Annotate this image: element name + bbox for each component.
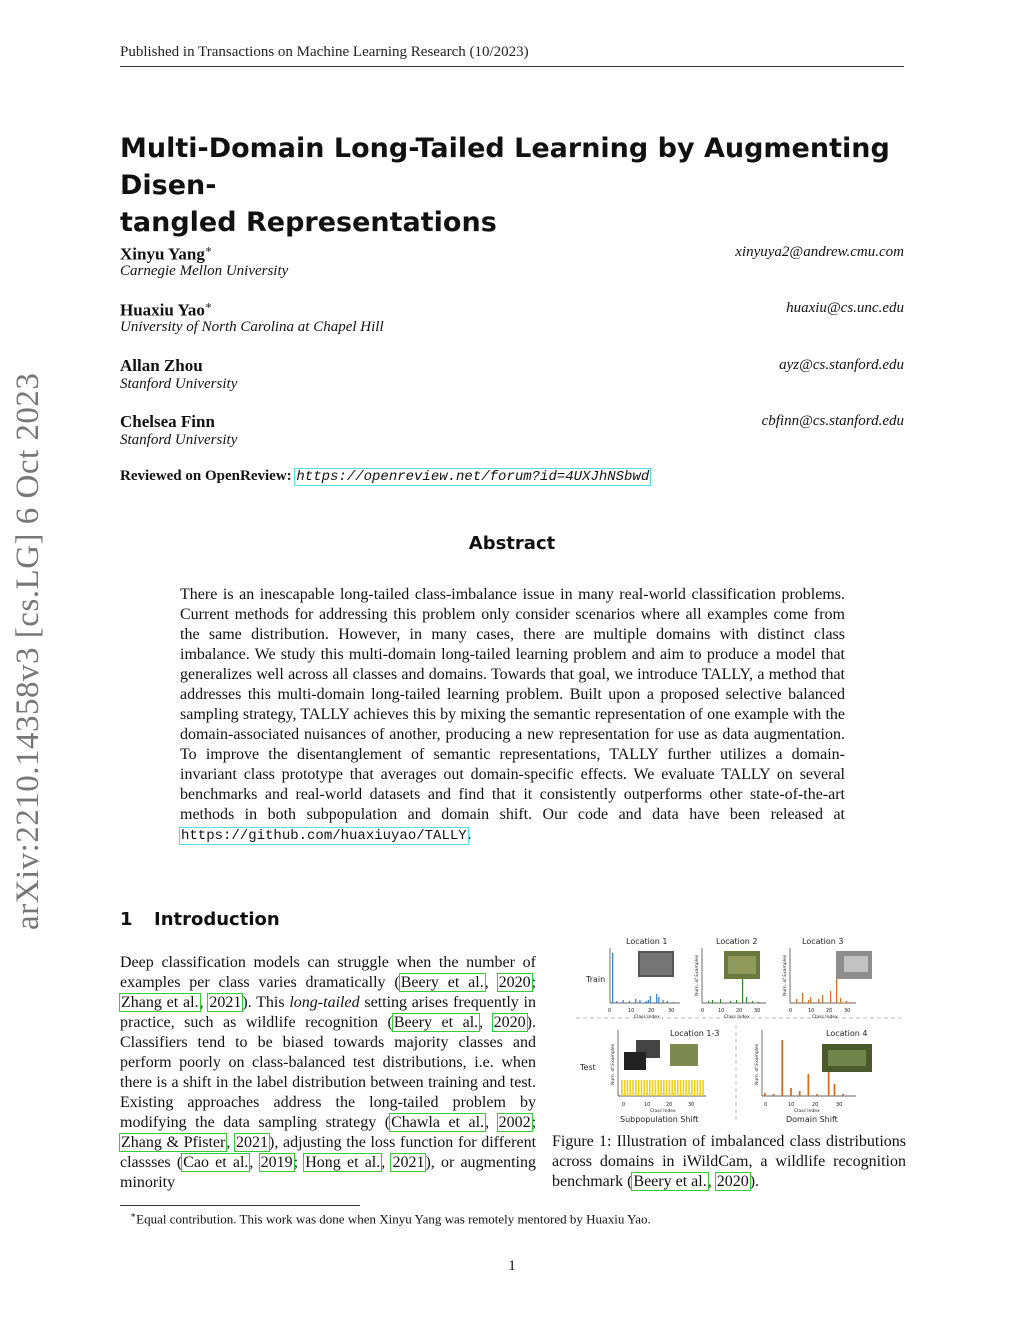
histogram-bar (663, 1080, 665, 1096)
review-label: Reviewed on OpenReview: (120, 468, 292, 484)
loc1-tick-20: 20 (648, 1008, 655, 1014)
histogram-bar (810, 997, 811, 1003)
page-number: 1 (508, 1258, 516, 1274)
histogram-bar (629, 1080, 631, 1096)
citation-link[interactable]: 2020 (498, 974, 531, 991)
histogram-bar (623, 1000, 624, 1003)
histogram-bar (752, 1001, 753, 1003)
train-label: Train (586, 975, 606, 984)
loc13-image-2 (624, 1052, 646, 1070)
histogram-bar (641, 1080, 643, 1096)
histogram-bar (781, 1040, 783, 1096)
loc4-tick-30: 30 (836, 1102, 843, 1108)
citation-link[interactable]: Beery et al. (400, 974, 484, 991)
histogram-bar (646, 1080, 648, 1096)
histogram-bar (842, 1094, 844, 1096)
histogram-bar (808, 1000, 809, 1003)
histogram-bar (691, 1080, 693, 1096)
histogram-bar (816, 1094, 818, 1096)
histogram-bar (612, 953, 613, 1003)
loc1-tick-10: 10 (628, 1008, 635, 1014)
subpop-label: Subpopulation Shift (620, 1115, 699, 1124)
loc4-tick-10: 10 (788, 1102, 795, 1108)
loc2-tick-20: 20 (736, 1008, 743, 1014)
histogram-bar (840, 998, 841, 1003)
histogram-bar (671, 1080, 673, 1096)
histogram-bar (674, 1080, 676, 1096)
author-affiliation: Stanford University (120, 376, 238, 392)
histogram-bar (758, 1002, 759, 1003)
author-affiliation: Carnegie Mellon University (120, 263, 289, 279)
histogram-bar (720, 999, 721, 1003)
histogram-bar (648, 1000, 649, 1003)
loc13-tick-20: 20 (666, 1102, 673, 1108)
loc13-image-3 (670, 1044, 698, 1066)
histogram-bar (736, 1000, 737, 1003)
section-heading (120, 909, 280, 930)
citation-link[interactable]: 2020 (493, 1014, 526, 1031)
histogram-bar (627, 1080, 629, 1096)
histogram-bar (646, 1001, 647, 1003)
author-affiliation: Stanford University (120, 432, 238, 448)
histogram-bar (638, 1080, 640, 1096)
abstract-heading: Abstract (468, 533, 556, 554)
histogram-bar (802, 993, 803, 1003)
histogram-bar (635, 1080, 637, 1096)
histogram-bar (673, 1002, 674, 1003)
citation-link[interactable]: Zhang et al. (121, 994, 199, 1011)
loc3-tick-30: 30 (844, 1008, 851, 1014)
citation-link[interactable]: Beery et al. (393, 1014, 479, 1031)
loc13-title: Location 1-3 (670, 1029, 720, 1038)
loc13-xlabel: Class Index (650, 1109, 676, 1114)
histogram-bar (746, 997, 747, 1003)
histogram-bar (655, 1080, 657, 1096)
figure-1 (566, 930, 906, 1130)
citation-link[interactable]: 2021 (236, 1134, 269, 1151)
loc1-tick-30: 30 (668, 1008, 675, 1014)
author-block-1 (120, 243, 904, 283)
citation-link[interactable]: Chawla et al. (391, 1114, 485, 1131)
loc2-tick-0: 0 (701, 1008, 705, 1014)
histogram-bar (649, 1080, 651, 1096)
histogram-bar (808, 1074, 810, 1096)
arxiv-stamp: arXiv:2210.14358v3 [cs.LG] 6 Oct 2023 (10, 372, 46, 930)
loc1-tick-0: 0 (608, 1008, 612, 1014)
histogram-bar (629, 1001, 630, 1003)
histogram-bar (702, 1080, 704, 1096)
histogram-bar (685, 1080, 687, 1096)
histogram-bar (818, 999, 819, 1003)
histogram-bar (830, 991, 831, 1003)
histogram-bar (742, 977, 743, 1003)
author-email[interactable]: huaxiu@cs.unc.edu (786, 300, 904, 316)
histogram-bar (624, 1080, 626, 1096)
histogram-bar (616, 1001, 617, 1003)
author-block-4 (120, 412, 904, 452)
abstract-body (180, 585, 845, 846)
histogram-bar (658, 997, 659, 1003)
loc1-camera-texture (640, 953, 672, 975)
histogram-bar (639, 1000, 640, 1003)
author-name: Xinyu Yang∗ (120, 244, 213, 264)
histogram-bar (666, 1080, 668, 1096)
loc4-tick-20: 20 (812, 1102, 819, 1108)
histogram-bar (677, 1080, 679, 1096)
abstract-text: There is an inescapable long-tailed class-imbalance issue in many real-world classification problems. Current methods for addressing this problem only consider scenarios where all examples come from the same distribution. However, in many cases, there are multiple domains with distinct class imbalance. We study this multi-domain long-tailed learning problem and aim to produce a model that generalizes well across all classes and domains. Towards that goal, we introduce TALLY, a method that addresses this multi-domain long-tailed learning problem. Built upon a proposed selective balanced sampling strategy, TALLY achieves this by mixing the semantic representation of one example with the domain-associated nuisances of another, producing a new representation for use as data augmentation. To improve the disentanglement of semantic representations, TALLY further utilizes a domain-invariant class prototype that averages out domain-specific effects. We evaluate TALLY on several benchmarks and real-world datasets and find that it consistently outperforms other state-of-the-art methods in both subpopulation and domain shift. Our code and data have been released at (180, 586, 845, 823)
citation-link[interactable]: Zhang & Pfister (121, 1134, 226, 1151)
footnote (130, 1210, 651, 1227)
citation-link[interactable]: 2019 (260, 1154, 293, 1171)
footnote-mark: ∗ (130, 1210, 137, 1220)
loc2-camera-texture (728, 956, 756, 974)
histogram-bar (799, 1091, 801, 1096)
openreview-link[interactable]: https://openreview.net/forum?id=4UXJhNSbwd (296, 469, 650, 485)
loc3-ylabel: Num. of Examples (783, 954, 788, 996)
loc13-ylabel: Num. of Examples (611, 1043, 616, 1085)
citation-link[interactable]: Cao et al. (183, 1154, 249, 1171)
citation-link[interactable]: 2021 (392, 1154, 425, 1171)
loc4-xlabel: Class Index (794, 1109, 820, 1114)
histogram-bar (694, 1080, 696, 1096)
section-title: Introduction (154, 909, 280, 930)
loc13-tick-0: 0 (622, 1102, 626, 1108)
title-line-2: tangled Representations (120, 207, 497, 238)
histogram-bar (635, 999, 636, 1003)
histogram-bar (850, 1002, 851, 1003)
loc1-xlabel: Class Index (634, 1015, 660, 1020)
title-line-1: Multi-Domain Long-Tailed Learning by Augmenting Disen- (120, 133, 890, 201)
histogram-bar (660, 1080, 662, 1096)
histogram-bar (621, 1080, 623, 1096)
histogram-bar (697, 1080, 699, 1096)
domain-label: Domain Shift (786, 1115, 838, 1124)
author-block-2 (120, 299, 904, 339)
loc3-camera-texture (844, 956, 868, 972)
loc13-bars (621, 1080, 704, 1096)
figure-caption: Figure 1: Illustration of imbalanced class distributions across domains in iWildCam, a wildlife recognition benchmark (Beery et al., 2020). (552, 1133, 906, 1190)
loc2-tick-10: 10 (718, 1008, 725, 1014)
loc3-title: Location 3 (802, 937, 844, 946)
citation-link[interactable]: 2002 (498, 1114, 531, 1131)
review-line (120, 468, 650, 485)
author-email[interactable]: ayz@cs.stanford.edu (779, 357, 904, 373)
loc1-title: Location 1 (626, 937, 668, 946)
histogram-bar (650, 996, 651, 1003)
loc2-xlabel: Class Index (724, 1015, 750, 1020)
author-name: Chelsea Finn (120, 412, 215, 431)
histogram-bar (657, 1080, 659, 1096)
header-rule (120, 66, 904, 67)
histogram-bar (822, 995, 823, 1003)
footnote-rule (120, 1205, 360, 1206)
loc13-tick-10: 10 (644, 1102, 651, 1108)
journal-header: Published in Transactions on Machine Learning Research (10/2023) (120, 44, 529, 60)
footnote-text: Equal contribution. This work was done when Xinyu Yang was remotely mentored by Huaxiu Yao. (136, 1211, 651, 1227)
histogram-bar (652, 1080, 654, 1096)
author-block-3 (120, 356, 904, 396)
histogram-bar (764, 1093, 766, 1096)
test-label: Test (580, 1063, 596, 1072)
histogram-bar (796, 999, 797, 1003)
author-affiliation: University of North Carolina at Chapel Hill (120, 319, 384, 335)
citation-link[interactable]: 2020 (716, 1173, 749, 1190)
code-link[interactable]: https://github.com/huaxiuyao/TALLY (181, 828, 467, 844)
loc3-tick-0: 0 (789, 1008, 793, 1014)
loc2-bars (708, 977, 759, 1003)
loc4-camera-texture (828, 1050, 866, 1066)
abstract-end: . (467, 826, 472, 843)
histogram-bar (643, 1080, 645, 1096)
histogram-bar (662, 1000, 663, 1003)
loc4-ylabel: Num. of Examples (755, 1043, 760, 1085)
histogram-bar (680, 1080, 682, 1096)
histogram-bar (632, 1080, 634, 1096)
section-number: 1 (120, 909, 133, 930)
histogram-bar (656, 994, 657, 1003)
paper-title (120, 130, 920, 241)
author-email[interactable]: xinyuya2@andrew.cmu.com (735, 244, 904, 260)
citation-link[interactable]: Hong et al. (305, 1154, 381, 1171)
histogram-bar (699, 1080, 701, 1096)
intro-paragraph: Deep classification models can struggle when the number of examples per class varies dramatically (Beery et al., 2020; Zhang et al., 2021). This long-tailed setting arises frequently in practice, such as wildlife recognition (Beery et al., 2020). Classifiers tend to be biased towards majority classes and perform poorly on class-balanced test distributions, i.e. when there is a shift in the label distribution between training and test. Existing approaches address the long-tailed problem by modifying the data sampling strategy (Chawla et al., 2002; Zhang & Pfister, 2021), adjusting the loss function for different classses (Cao et al., 2019; Hong et al., 2021), or augmenting minority (120, 954, 537, 1191)
histogram-bar (669, 1080, 671, 1096)
loc3-xlabel: Class Index (812, 1015, 838, 1020)
loc4-title: Location 4 (826, 1029, 868, 1038)
histogram-bar (790, 1088, 792, 1096)
citation-link[interactable]: Beery et al. (633, 1173, 707, 1190)
loc2-title: Location 2 (716, 937, 758, 946)
author-email[interactable]: cbfinn@cs.stanford.edu (761, 413, 904, 429)
citation-link[interactable]: 2021 (209, 994, 242, 1011)
histogram-bar (708, 1001, 709, 1003)
histogram-bar (846, 1001, 847, 1003)
histogram-bar (730, 1001, 731, 1003)
histogram-bar (712, 1000, 713, 1003)
histogram-bar (688, 1080, 690, 1096)
loc4-tick-0: 0 (764, 1102, 768, 1108)
loc3-tick-20: 20 (826, 1008, 833, 1014)
loc2-ylabel: Num. of Examples (695, 954, 700, 996)
loc3-tick-10: 10 (808, 1008, 815, 1014)
histogram-bar (773, 1094, 775, 1096)
histogram-bar (667, 1001, 668, 1003)
loc2-tick-30: 30 (754, 1008, 761, 1014)
author-name: Allan Zhou (120, 356, 203, 375)
histogram-bar (683, 1080, 685, 1096)
loc13-tick-30: 30 (688, 1102, 695, 1108)
author-name: Huaxiu Yao∗ (120, 300, 213, 320)
histogram-bar (834, 1084, 836, 1096)
